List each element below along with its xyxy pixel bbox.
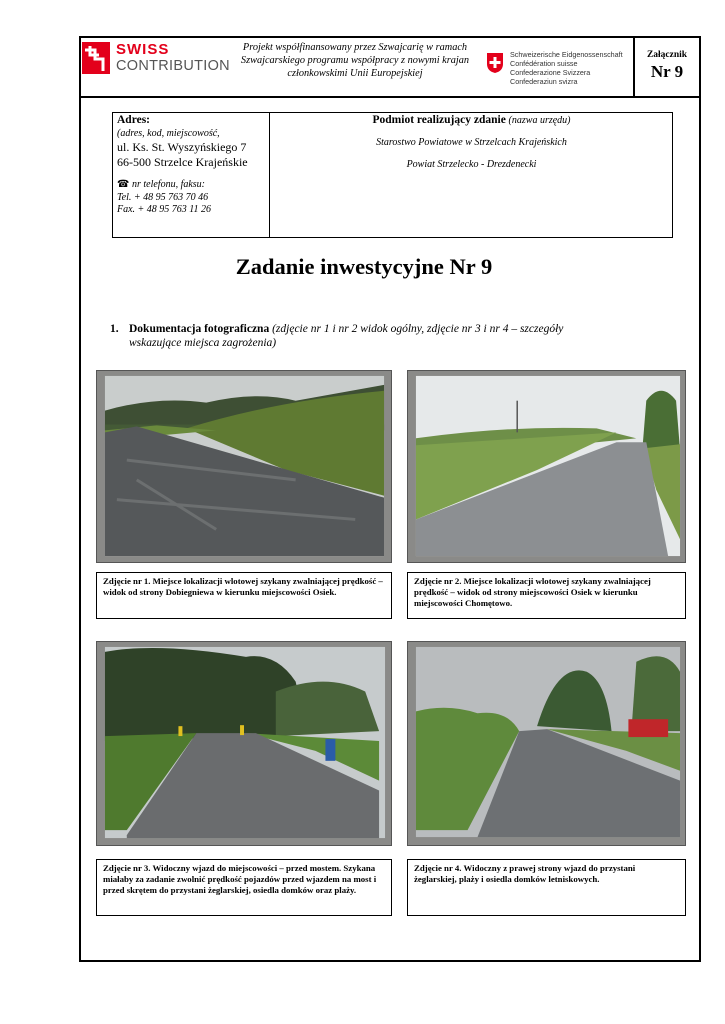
photo-1 [96,370,392,563]
entity-name-1: Starostwo Powiatowe w Strzelcach Krajeńskich [376,137,567,148]
address-hint: (adres, kod, miejscowość, [117,128,220,139]
photo-4-caption: Zdjęcie nr 4. Widoczny z prawej strony wjazd do przystani żeglarskiej, plaży i osiedla domków letniskowych. [407,859,686,916]
section-number: 1. [110,323,119,335]
section-heading [110,322,670,350]
page-title: Zadanie inwestycyjne Nr 9 [235,254,493,279]
phone-hint: nr telefonu, faksu: [131,179,206,190]
confed-line-it: Confederazione Svizzera [510,68,591,77]
address-label: Adres: [117,114,151,126]
address-table [112,112,673,238]
confed-line-rm: Confederaziun svizra [510,77,578,86]
confed-line-fr: Confédération suisse [510,59,578,68]
entity-name-2: Powiat Strzelecko - Drezdenecki [406,159,537,170]
logo-contribution-text: CONTRIBUTION [116,58,230,74]
photo-4 [407,641,686,846]
swiss-cross-icon [82,42,110,74]
photo-2-caption: Zdjęcie nr 2. Miejsce lokalizacji wlotowej szykany zwalniającej prędkość – widok od strony miejscowości Osiek w kierunku miejscowości Chomętowo. [407,572,686,619]
entity-label-hint: (nazwa urzędu) [508,115,571,126]
annex-label: Załącznik [646,50,688,60]
entity-label: Podmiot realizujący zdanie [372,114,506,126]
section-note-line1: (zdjęcie nr 1 i nr 2 widok ogólny, zdjęcie nr 3 i nr 4 – szczegóły [272,323,564,335]
confed-line-de: Schweizerische Eidgenossenschaft [510,50,623,59]
address-street: ul. Ks. St. Wyszyńskiego 7 [117,140,247,154]
project-funding-text: Projekt współfinansowany przez Szwajcarię w ramach Szwajcarskiego programu współpracy z nowymi krajan członkowskimi Unii Europejskiej [240,42,470,79]
section-title: Dokumentacja fotograficzna [129,323,270,335]
photo-3 [96,641,392,846]
entity-cell [270,114,673,170]
phone-number: Tel. + 48 95 763 70 46 [117,191,209,203]
annex-number: Nr 9 [650,62,684,81]
address-city: 66-500 Strzelce Krajeńskie [117,154,248,169]
swiss-confederation-logo [486,50,628,86]
fax-number: Fax. + 48 95 763 11 26 [117,204,212,215]
swiss-shield-icon [486,52,504,74]
address-cell [117,114,267,217]
telephone-icon: ☎ [117,179,130,190]
photo-2 [407,370,686,563]
section-note-line2: wskazujące miejsca zagrożenia) [129,337,277,349]
header-divider [79,96,701,98]
photo-1-caption: Zdjęcie nr 1. Miejsce lokalizacji wlotowej szykany zwalniającej prędkość – widok od strony Dobiegniewa w kierunku miejscowości Osiek. [96,572,392,619]
logo-swiss-text: SWISS [116,41,170,58]
photo-3-caption: Zdjęcie nr 3. Widoczny wjazd do miejscowości – przed mostem. Szykana miałaby za zadanie zwolnić prędkość pojazdów przed wjazdem na most i przed skrętem do przystani żeglarskiej, osiedla domków oraz plaży. [96,859,392,916]
swiss-contribution-logo [82,41,230,78]
